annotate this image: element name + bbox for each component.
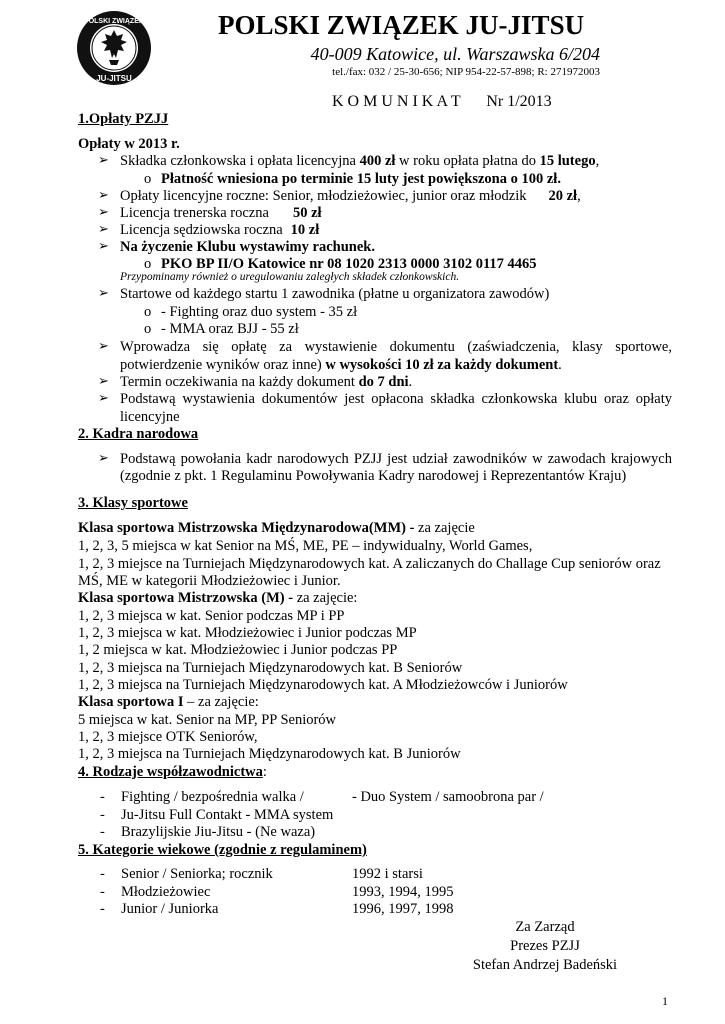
class-i-name: Klasa sportowa I	[78, 694, 184, 710]
section-2-title: 2. Kadra narodowa	[78, 426, 199, 442]
class-mm-line-2: 1, 2, 3 miejsce na Turniejach Międzynarodowych kat. A zaliczanych do Challage Cup seniorów oraz	[78, 556, 661, 572]
org-name: POLSKI ZWIĄZEK JU-JITSU	[218, 10, 585, 40]
waiting-time-days: do 7 dni	[358, 374, 409, 390]
class-i-line-1: 5 miejsca w kat. Senior na MP, PP Seniorów	[78, 712, 337, 728]
class-m-title	[78, 589, 357, 607]
document-fee-period: .	[558, 357, 562, 373]
fee-membership	[120, 152, 599, 170]
org-address: 40-009 Katowice, ul. Warszawska 6/204	[310, 44, 600, 64]
fee-coach-license	[120, 204, 322, 222]
document-fee-text: potwierdzenie wyników oraz inne)	[120, 357, 326, 373]
dash-bullet-icon: -	[100, 866, 105, 882]
document-basis-line-2: licencyjne	[120, 409, 180, 425]
komunikat-heading	[332, 93, 552, 111]
document-fee-line-2	[120, 356, 562, 374]
start-fee: Startowe od każdego startu 1 zawodnika (płatne u organizatora zawodów)	[120, 286, 550, 302]
signature-line-1: Za Zarząd	[515, 919, 575, 935]
komunikat-number: Nr 1/2013	[486, 93, 552, 110]
age-category-label: Młodzieżowiec	[121, 884, 211, 900]
dash-bullet-icon: -	[100, 824, 105, 840]
class-i-suffix: – za zajęcie:	[183, 694, 259, 710]
class-m-suffix: za zajęcie:	[296, 590, 358, 606]
signature-line-2: Prezes PZJJ	[510, 938, 580, 954]
fee-membership-deadline: 15 lutego	[539, 153, 596, 169]
section-4-title	[78, 763, 267, 781]
fee-referee-text: Licencja sędziowska roczna	[120, 222, 283, 238]
arrow-bullet-icon: ➢	[98, 205, 109, 220]
class-m-line-1: 1, 2, 3 miejsca w kat. Senior podczas MP i PP	[78, 608, 345, 624]
bank-account: PKO BP II/O Katowice nr 08 1020 2313 0000 3102 0117 4465	[161, 256, 537, 272]
national-team-line-1: Podstawą powołania kadr narodowych PZJJ jest udział zawodników w zawodach krajowych	[120, 451, 672, 467]
fee-license-amount: 20 zł	[548, 188, 578, 204]
class-i-line-3: 1, 2, 3 miejsca na Turniejach Międzynarodowych kat. B Juniorów	[78, 746, 461, 762]
signature-name: Stefan Andrzej Badeński	[472, 957, 618, 973]
fee-membership-amount: 400 zł	[359, 153, 396, 169]
fee-membership-comma: ,	[595, 153, 600, 169]
fee-coach-text: Licencja trenerska roczna	[120, 205, 269, 221]
national-team-line-2: (zgodnie z pkt. 1 Regulaminu Powoływania Kadry narodowej i Reprezentantów Kraju)	[120, 468, 627, 484]
signature-block	[470, 918, 620, 975]
circle-bullet-icon: o	[144, 256, 152, 272]
class-m-name: Klasa sportowa Mistrzowska (M) -	[78, 590, 297, 606]
fee-coach-amount: 50 zł	[292, 205, 322, 221]
arrow-bullet-icon: ➢	[98, 153, 109, 168]
org-contact: tel./fax: 032 / 25-30-656; NIP 954-22-57-898; R: 271972003	[332, 66, 600, 78]
arrow-bullet-icon: ➢	[98, 391, 109, 406]
logo-text-bottom: JU-JITSU	[96, 74, 132, 83]
age-category-value: 1993, 1994, 1995	[352, 884, 454, 900]
logo-text-top: POLSKI ZWIĄZEK	[84, 18, 144, 25]
fee-license-comma: ,	[577, 188, 581, 204]
document-fee-amount: w wysokości 10 zł za każdy dokument	[325, 357, 559, 373]
age-category-value: 1996, 1997, 1998	[352, 901, 454, 917]
fee-referee-amount: 10 zł	[290, 222, 320, 238]
waiting-time-period: .	[408, 374, 413, 390]
class-m-line-3: 1, 2 miejsca w kat. Młodzieżowiec i Junior podczas PP	[78, 642, 398, 658]
invoice-note: Na życzenie Klubu wystawimy rachunek.	[120, 239, 375, 255]
reminder-note: Przypominamy również o uregulowaniu zaległych składek członkowskich.	[120, 271, 460, 283]
class-mm-name: Klasa sportowa Mistrzowska Międzynarodowa(MM) -	[78, 520, 419, 536]
section-4-colon: :	[262, 764, 267, 780]
circle-bullet-icon: o	[144, 171, 152, 187]
komunikat-label: K O M U N I K A T	[332, 93, 461, 110]
start-fee-fighting: - Fighting oraz duo system - 35 zł	[161, 304, 358, 320]
class-mm-line-1: 1, 2, 3, 5 miejsca w kat Senior na MŚ, ME, PE – indywidualny, World Games,	[78, 538, 533, 554]
arrow-bullet-icon: ➢	[98, 374, 109, 389]
class-i-line-2: 1, 2, 3 miejsce OTK Seniorów,	[78, 729, 258, 745]
age-category-label: Senior / Seniorka; rocznik	[121, 866, 273, 882]
section-1-subtitle: Opłaty w 2013 r.	[78, 136, 180, 152]
arrow-bullet-icon: ➢	[98, 286, 109, 301]
class-mm-line-3: MŚ, ME w kategorii Młodzieżowiec i Junior.	[78, 573, 341, 589]
discipline-duo-system: - Duo System / samoobrona par /	[352, 789, 544, 805]
dash-bullet-icon: -	[100, 807, 105, 823]
dash-bullet-icon: -	[100, 901, 105, 917]
fee-license-text: Opłaty licencyjne roczne: Senior, młodzieżowiec, junior oraz młodzik	[120, 188, 527, 204]
class-m-line-2: 1, 2, 3 miejsca w kat. Młodzieżowiec i Junior podczas MP	[78, 625, 417, 641]
class-mm-title	[78, 519, 475, 537]
page-number: 1	[662, 994, 668, 1008]
document-fee-line-1: Wprowadza się opłatę za wystawienie dokumentu (zaświadczenia, klasy sportowe,	[120, 339, 672, 355]
arrow-bullet-icon: ➢	[98, 222, 109, 237]
discipline-bjj: Brazylijskie Jiu-Jitsu - (Ne waza)	[121, 824, 316, 840]
circle-bullet-icon: o	[144, 304, 152, 320]
discipline-fighting: Fighting / bezpośrednia walka /	[121, 789, 304, 805]
fee-membership-text: Składka członkowska i opłata licencyjna	[120, 153, 360, 169]
fee-late-note: Płatność wniesiona po terminie 15 luty jest powiększona o 100 zł.	[161, 171, 561, 187]
logo-emblem-icon	[76, 10, 152, 86]
dash-bullet-icon: -	[100, 884, 105, 900]
waiting-time-text: Termin oczekiwania na każdy dokument	[120, 374, 359, 390]
section-1-title: 1.Opłaty PZJJ	[78, 111, 169, 127]
discipline-mma: Ju-Jitsu Full Contakt - MMA system	[121, 807, 334, 823]
dash-bullet-icon: -	[100, 789, 105, 805]
document-basis-line-1: Podstawą wystawienia dokumentów jest opłacona składka członkowska klubu oraz opłaty	[120, 391, 672, 407]
section-3-title: 3. Klasy sportowe	[78, 495, 188, 511]
class-mm-suffix: za zajęcie	[418, 520, 475, 536]
class-m-line-5: 1, 2, 3 miejsca na Turniejach Międzynarodowych kat. A Młodzieżowców i Juniorów	[78, 677, 568, 693]
fee-referee-license	[120, 221, 319, 239]
class-i-title	[78, 693, 259, 711]
circle-bullet-icon: o	[144, 321, 152, 337]
section-4-title-text: 4. Rodzaje współzawodnictwa	[78, 764, 263, 780]
arrow-bullet-icon: ➢	[98, 339, 109, 354]
class-m-line-4: 1, 2, 3 miejsca na Turniejach Międzynarodowych kat. B Seniorów	[78, 660, 463, 676]
logo	[76, 10, 152, 86]
age-category-value: 1992 i starsi	[352, 866, 423, 882]
waiting-time	[120, 373, 412, 391]
arrow-bullet-icon: ➢	[98, 451, 109, 466]
arrow-bullet-icon: ➢	[98, 239, 109, 254]
age-category-label: Junior / Juniorka	[121, 901, 219, 917]
arrow-bullet-icon: ➢	[98, 188, 109, 203]
fee-license	[120, 187, 581, 205]
section-5-title: 5. Kategorie wiekowe (zgodnie z regulaminem)	[78, 842, 367, 858]
fee-membership-text-2: w roku opłata płatna do	[395, 153, 540, 169]
start-fee-mma: - MMA oraz BJJ - 55 zł	[161, 321, 299, 337]
